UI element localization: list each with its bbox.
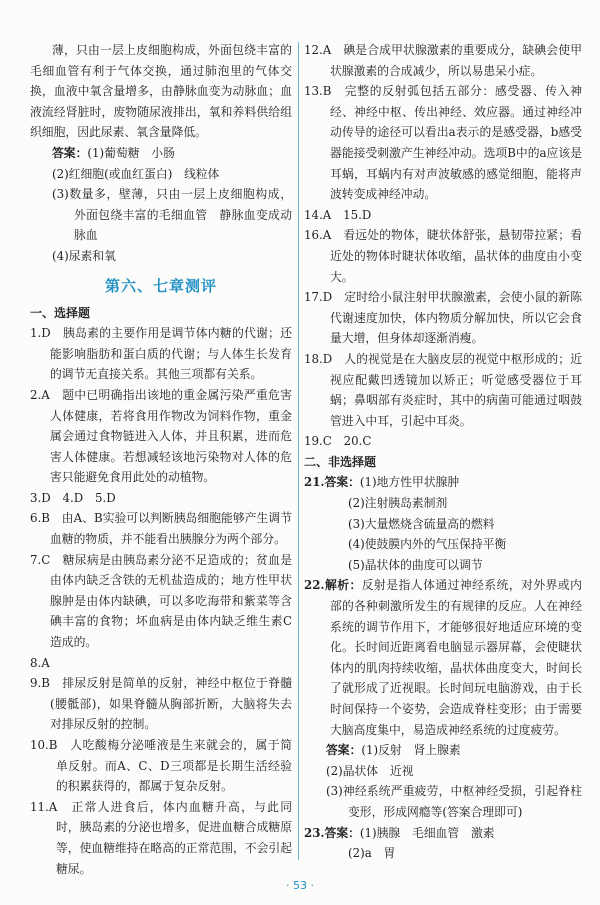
left-column: [30, 40, 292, 879]
answer-item: (3)大量燃烧含硫量高的燃料: [348, 516, 495, 531]
analysis-22: [304, 575, 582, 740]
answer-label: 答案：: [326, 743, 362, 758]
answer-item: (1)胰腺 毛细血管 激素: [359, 825, 495, 840]
continued-paragraph: 薄，只由一层上皮细胞构成，外面包绕丰富的毛细血管有利于气体交换，通过肺泡里的气体交换，血液中氧含量增多，由静脉血变为动脉血；血液流经肾脏时，废物随尿液排出，氧和养料供给组织细胞，因此尿素、氧含量降低。: [30, 43, 292, 140]
column-divider: [298, 42, 299, 860]
question-answer: 17.D 定时给小鼠注射甲状腺激素，会使小鼠的新陈代谢速度加快，体内物质分解加快，所以它会食量大增，但身体却逐渐消瘦。: [304, 290, 582, 346]
right-column: [304, 40, 582, 864]
chapter-title: 第六、七章测评: [104, 276, 217, 295]
question-answer: 14.A 15.D: [304, 207, 372, 222]
answer-item: (1)葡萄糖 小肠: [87, 145, 175, 160]
question-answer: 16.A 看远处的物体，睫状体舒张，悬韧带拉紧；看近处的物体时睫状体收缩，晶状体的曲度由小变大。: [304, 228, 582, 284]
answer-label: 23.答案：: [304, 825, 360, 840]
question-answer: 1.D 胰岛素的主要作用是调节体内糖的代谢；还能影响脂肪和蛋白质的代谢；与人体生长发育的调节无直接关系。其他三项都有关系。: [30, 326, 292, 382]
question-answer: 6.B 由A、B实验可以判断胰岛细胞能够产生调节血糖的物质，并不能看出胰腺分为两个部分。: [30, 511, 292, 547]
answer-item: (5)晶状体的曲度可以调节: [348, 557, 483, 572]
question-answer: 9.B 排尿反射是简单的反射，神经中枢位于脊髓(腰骶部)，如果脊髓从胸部折断，大脑将失去对排尿反射的控制。: [30, 676, 292, 732]
answer-item: (1)反射 肾上腺素: [361, 743, 461, 758]
answer-item: (2)晶状体 近视: [326, 763, 414, 778]
answer-item: (4)使鼓膜内外的气压保持平衡: [348, 537, 507, 552]
answer-item: (2)注射胰岛素制剂: [348, 496, 448, 511]
answer-block-22: [304, 740, 582, 761]
answer-block: [30, 143, 292, 164]
answer-block-21: [304, 472, 582, 575]
question-answer: 10.B 人吃酸梅分泌唾液是生来就会的，属于简单反射。而A、C、D三项都是长期生活经验的积累获得的，都属于复杂反射。: [30, 738, 292, 794]
question-answer: 2.A 题中已明确指出该地的重金属污染严重危害人体健康，若将食用作物改为饲料作物，重金属会通过食物链进入人体，并且积累，进而危害人体健康。若想减轻该地污染物对人体的危害只能避免食用此处的动植物。: [30, 387, 292, 485]
answer-label: 21.答案：: [304, 475, 360, 490]
question-answer: 18.D 人的视觉是在大脑皮层的视觉中枢形成的；近视应配戴凹透镜加以矫正；听觉感受器位于耳蜗；鼻咽部有炎症时，其中的病菌可能通过咽鼓管进入中耳，引起中耳炎。: [304, 351, 582, 428]
answer-item: (2)a 胃: [348, 846, 396, 861]
question-answer: 11.A 正常人进食后，体内血糖升高，与此同时，胰岛素的分泌也增多，促进血糖合成糖原等，使血糖维持在略高的正常范围，不会引起糖尿。: [30, 799, 292, 876]
question-answer: 7.C 糖尿病是由胰岛素分泌不足造成的；贫血是由体内缺乏含铁的无机盐造成的；地方性甲状腺肿是由体内缺碘，可以多吃海带和紫菜等含碘丰富的食物；坏血病是由体内缺乏维生素C造成的。: [30, 552, 292, 650]
question-answer: 19.C 20.C: [304, 434, 372, 449]
analysis-label: 22.解析：: [304, 578, 362, 593]
answer-item: (2)红细胞(或血红蛋白) 线粒体: [52, 166, 220, 181]
answer-item: (1)地方性甲状腺肿: [359, 475, 460, 490]
answer-item: (3)神经系统严重疲劳，中枢神经受损，引起脊柱变形，形成网瘾等(答案合理即可): [326, 784, 582, 819]
section-heading: 二、非选择题: [304, 454, 377, 469]
answer-item: (3)数量多，壁薄，只由一层上皮细胞构成，外面包绕丰富的毛细血管 静脉血变成动脉血: [52, 187, 292, 243]
page-number: · 53 ·: [286, 879, 314, 892]
section-heading: 一、选择题: [30, 305, 91, 320]
answer-item: (4)尿素和氧: [52, 248, 116, 263]
answer-label: 答案：: [52, 145, 88, 160]
question-answer: 8.A: [30, 655, 50, 670]
question-answer: 13.B 完整的反射弧包括五部分：感受器、传入神经、神经中枢、传出神经、效应器。通过神经冲动传导的途径可以看出a表示的是感受器，b感受器能接受刺激产生神经冲动。选项B中的a应该是耳蜗，耳蜗内有对声波敏感的感觉细胞，能将声波转变成神经冲动。: [304, 84, 582, 202]
analysis-text: 反射是指人体通过神经系统，对外界或内部的各种刺激所发生的有规律的反应。人在神经系统的调节作用下，才能够很好地适应环境的变化。长时间近距离看电脑显示器屏幕，会使睫状体内的肌肉持续收缩，晶状体曲度变大，时间长了就形成了近视眼。长时间玩电脑游戏，由于长时间保持一个姿势，会造成脊柱变形；由于需要大脑高度集中，易造成神经系统的过度疲劳。: [330, 578, 582, 737]
question-answer: 3.D 4.D 5.D: [30, 490, 116, 505]
answer-block-23: [304, 823, 582, 864]
question-answer: 12.A 碘是合成甲状腺激素的重要成分，缺碘会使甲状腺激素的合成减少，所以易患呆小症。: [304, 43, 582, 78]
page-content: [30, 40, 582, 880]
